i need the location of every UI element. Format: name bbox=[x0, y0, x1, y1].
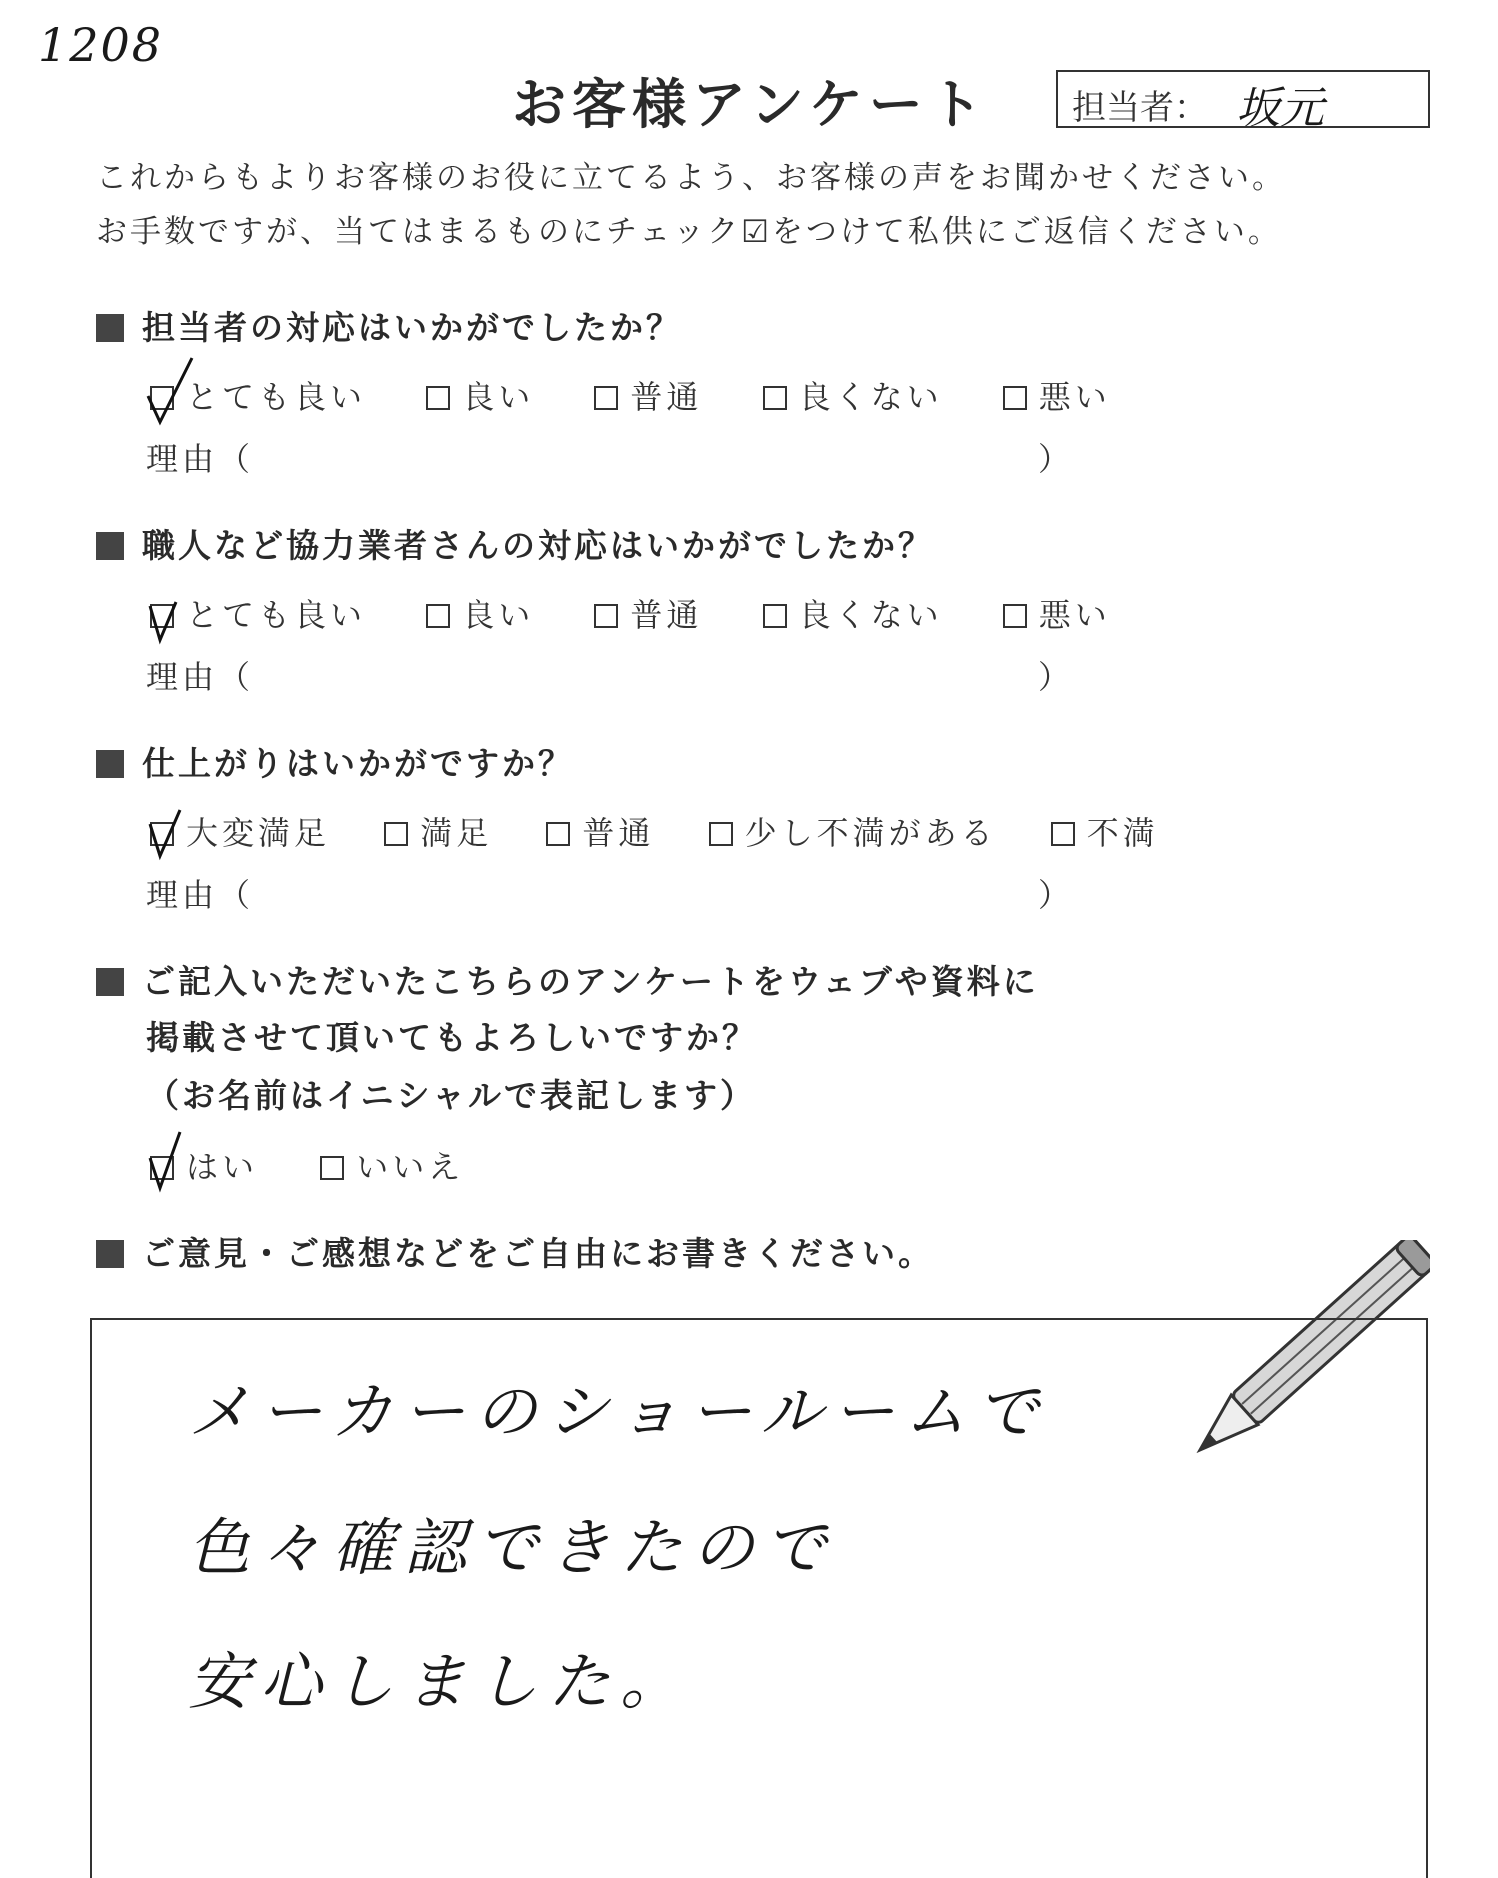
checkbox[interactable] bbox=[1003, 604, 1027, 628]
option-q2-2[interactable] bbox=[426, 590, 534, 636]
reason-field-2[interactable] bbox=[146, 652, 1086, 696]
option-label: とても良い bbox=[186, 378, 367, 416]
question-4-options bbox=[150, 1142, 510, 1188]
question-4-line-2: 掲載させて頂いてもよろしいですか？ bbox=[146, 1018, 758, 1057]
option-label: 良い bbox=[462, 378, 535, 416]
reason-label: 理由（ bbox=[146, 658, 255, 696]
checkbox[interactable] bbox=[426, 604, 450, 628]
checkbox[interactable] bbox=[709, 822, 733, 846]
option-q3-1[interactable] bbox=[150, 808, 330, 854]
option-label: 少し不満がある bbox=[744, 814, 997, 852]
option-label: いいえ bbox=[356, 1148, 465, 1186]
intro-line-1: これからもよりお客様のお役に立てるよう、お客様の声をお聞かせください。 bbox=[96, 160, 1286, 196]
checkbox[interactable] bbox=[320, 1156, 344, 1180]
reason-close: ） bbox=[1038, 658, 1075, 696]
checkbox[interactable] bbox=[1003, 386, 1027, 410]
square-bullet-icon bbox=[96, 750, 124, 778]
option-label: 満足 bbox=[420, 814, 493, 852]
option-q4-no[interactable] bbox=[320, 1142, 464, 1188]
checkbox[interactable] bbox=[763, 386, 787, 410]
option-label: 悪い bbox=[1038, 378, 1111, 416]
checkbox[interactable] bbox=[384, 822, 408, 846]
option-label: 普通 bbox=[630, 596, 703, 634]
question-2 bbox=[96, 520, 934, 567]
question-3-options bbox=[150, 808, 1159, 854]
comment-box[interactable] bbox=[90, 1318, 1428, 1878]
staff-name: 坂元 bbox=[1236, 83, 1324, 134]
square-bullet-icon bbox=[96, 532, 124, 560]
option-q1-5[interactable] bbox=[1003, 372, 1111, 418]
option-label: 良くない bbox=[798, 378, 943, 416]
checkbox-checked[interactable] bbox=[150, 1156, 174, 1180]
reason-label: 理由（ bbox=[146, 876, 255, 914]
question-5-text: ご意見・ご感想などをご自由にお書きください。 bbox=[142, 1234, 934, 1273]
question-4-text: ご記入いただいたこちらのアンケートをウェブや資料に bbox=[142, 962, 1039, 1001]
serial-number: 1208 bbox=[38, 18, 164, 72]
checkbox[interactable] bbox=[594, 604, 618, 628]
square-bullet-icon bbox=[96, 1240, 124, 1268]
option-label: 大変満足 bbox=[186, 814, 331, 852]
check-mark-icon bbox=[146, 356, 194, 426]
option-label: とても良い bbox=[186, 596, 367, 634]
checkbox-checked[interactable] bbox=[150, 604, 174, 628]
option-q3-4[interactable] bbox=[709, 808, 997, 854]
option-q2-4[interactable] bbox=[763, 590, 943, 636]
option-q1-3[interactable] bbox=[594, 372, 702, 418]
reason-close: ） bbox=[1038, 440, 1075, 478]
question-2-text: 職人など協力業者さんの対応はいかがでしたか？ bbox=[142, 526, 934, 565]
option-q2-1[interactable] bbox=[150, 590, 366, 636]
option-label: 良い bbox=[462, 596, 535, 634]
option-q2-3[interactable] bbox=[594, 590, 702, 636]
option-q3-5[interactable] bbox=[1051, 808, 1159, 854]
option-q1-4[interactable] bbox=[763, 372, 943, 418]
staff-label: 担当者： bbox=[1072, 88, 1208, 128]
reason-close: ） bbox=[1038, 876, 1075, 914]
reason-label: 理由（ bbox=[146, 440, 255, 478]
checkbox[interactable] bbox=[1051, 822, 1075, 846]
checkbox[interactable] bbox=[426, 386, 450, 410]
checkbox-checked[interactable] bbox=[150, 822, 174, 846]
option-q4-yes[interactable] bbox=[150, 1142, 258, 1188]
question-5 bbox=[96, 1228, 934, 1275]
comment-line-2: 色々確認できたので bbox=[188, 1511, 837, 1584]
question-3-text: 仕上がりはいかがですか？ bbox=[142, 744, 574, 783]
question-2-options bbox=[150, 590, 1157, 636]
option-label: はい bbox=[186, 1148, 259, 1186]
square-bullet-icon bbox=[96, 314, 124, 342]
option-q1-1[interactable] bbox=[150, 372, 366, 418]
question-1-text: 担当者の対応はいかがでしたか？ bbox=[142, 308, 682, 347]
option-label: 良くない bbox=[798, 596, 943, 634]
comment-line-3: 安心しました。 bbox=[188, 1645, 693, 1718]
reason-field-1[interactable] bbox=[146, 434, 1086, 478]
option-q1-2[interactable] bbox=[426, 372, 534, 418]
option-label: 不満 bbox=[1086, 814, 1159, 852]
check-mark-icon bbox=[146, 1132, 194, 1202]
question-3 bbox=[96, 738, 574, 785]
intro-line-2: お手数ですが、当てはまるものにチェック☑をつけて私供にご返信ください。 bbox=[96, 214, 1282, 250]
checkbox-checked[interactable] bbox=[150, 386, 174, 410]
option-label: 悪い bbox=[1038, 596, 1111, 634]
option-q3-3[interactable] bbox=[546, 808, 654, 854]
checkbox[interactable] bbox=[763, 604, 787, 628]
checkbox[interactable] bbox=[546, 822, 570, 846]
option-q2-5[interactable] bbox=[1003, 590, 1111, 636]
option-label: 普通 bbox=[582, 814, 655, 852]
square-bullet-icon bbox=[96, 968, 124, 996]
question-1-options bbox=[150, 372, 1157, 418]
question-4-line-3: （お名前はイニシャルで表記します） bbox=[146, 1076, 757, 1115]
checkbox[interactable] bbox=[594, 386, 618, 410]
option-q3-2[interactable] bbox=[384, 808, 492, 854]
staff-box bbox=[1056, 70, 1430, 134]
reason-field-3[interactable] bbox=[146, 870, 1086, 914]
comment-line-1: メーカーのショールームで bbox=[188, 1375, 1049, 1448]
option-label: 普通 bbox=[630, 378, 703, 416]
question-1 bbox=[96, 302, 682, 349]
question-4 bbox=[96, 956, 1039, 1003]
page-title: お客様アンケート bbox=[512, 73, 989, 136]
